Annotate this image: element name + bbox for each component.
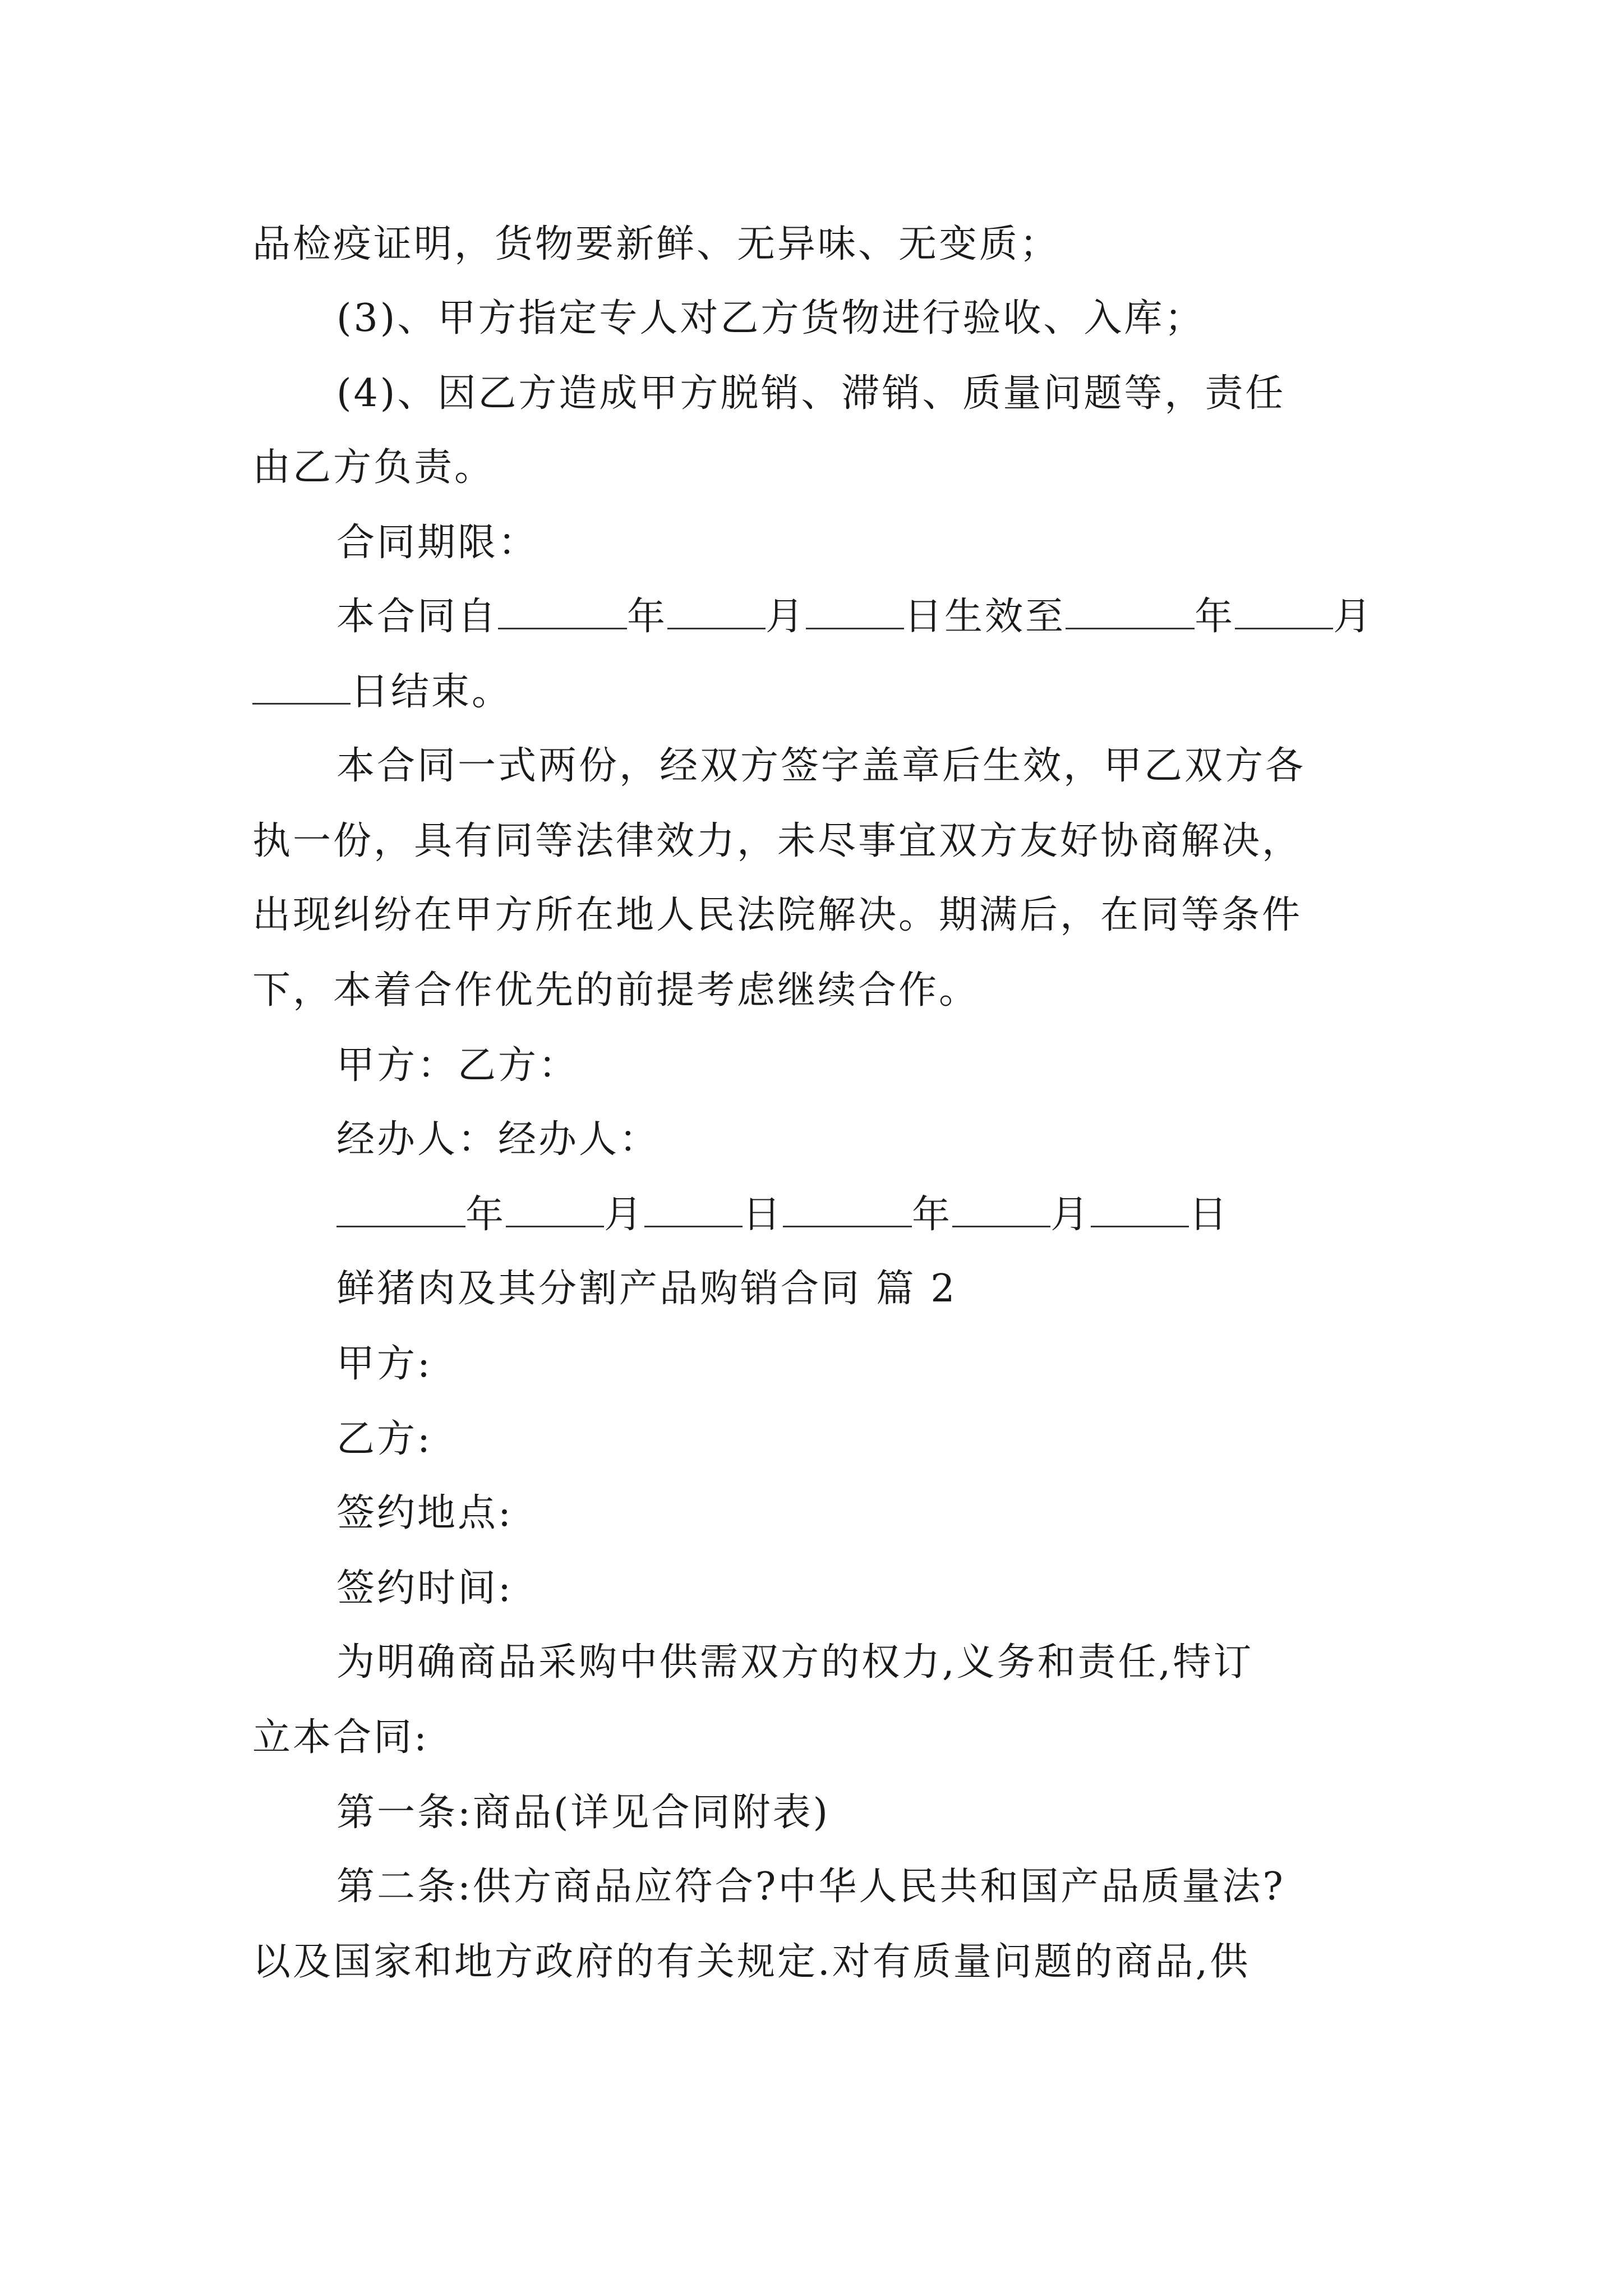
blank-field [1091,1192,1189,1227]
paragraph-line: 品检疫证明，货物要新鲜、无异味、无变质； [252,222,1061,266]
section-heading-term: 合同期限： [336,521,539,565]
blank-field [1066,594,1195,629]
term-month: 月 [766,595,806,639]
date-month: 月 [604,1193,645,1237]
paragraph-line: 立本合同: [252,1715,429,1760]
clause-3: (3)、甲方指定专人对乙方货物进行验收、入库； [336,296,1205,341]
blank-field [783,1192,912,1227]
article-2: 第二条:供方商品应符合?中华人民共和国产品质量法? [336,1865,1285,1909]
blank-field [644,1192,743,1227]
blank-field [1235,594,1333,629]
paragraph-line: 下，本着合作优先的前提考虑继续合作。 [252,968,980,1013]
paragraph-line: 由乙方负责。 [252,445,495,490]
term-effective: 日生效至 [904,595,1066,639]
term-year2: 年 [1195,595,1235,639]
term-end-line [252,666,1385,718]
paragraph-line: 出现纠纷在甲方所在地人民法院解决。期满后，在同等条件 [252,893,1303,937]
paragraph-line: 为明确商品采购中供需双方的权力,义务和责任,特订 [336,1640,1254,1685]
clause-4: (4)、因乙方造成甲方脱销、滞销、质量问题等，责任 [336,371,1286,416]
term-prefix: 本合同自 [336,595,499,639]
term-year: 年 [627,595,668,639]
blank-field [506,1192,604,1227]
paragraph-line: 本合同一式两份，经双方签字盖章后生效，甲乙双方各 [336,744,1306,788]
term-month2: 月 [1333,595,1374,639]
paragraph-line: 以及国家和地方政府的有关规定.对有质量问题的商品,供 [252,1940,1251,1984]
blank-field [498,594,627,629]
party-b-line: 乙方: [336,1417,432,1461]
blank-field [252,669,351,705]
date-year: 年 [465,1193,506,1237]
blank-field [667,594,766,629]
blank-field [806,594,904,629]
party-a-line: 甲方: [336,1342,432,1386]
signature-date-line [336,1189,1469,1241]
article-1: 第一条:商品(详见合同附表) [336,1791,830,1835]
term-end: 日结束。 [351,670,513,714]
signing-time-line: 签约时间: [336,1566,513,1611]
blank-field [336,1192,465,1227]
agent-line: 经办人：经办人： [336,1117,660,1162]
contract-title: 鲜猪肉及其分割产品购销合同 篇 2 [336,1267,957,1311]
date-month2: 月 [1050,1193,1091,1237]
party-line: 甲方：乙方： [336,1043,579,1088]
paragraph-line: 执一份，具有同等法律效力，未尽事宜双方友好协商解决， [252,819,1303,863]
term-line [336,591,1469,643]
date-day: 日 [743,1193,783,1237]
date-year2: 年 [912,1193,953,1237]
blank-field [952,1192,1050,1227]
date-day2: 日 [1189,1193,1230,1237]
signing-place-line: 签约地点: [336,1491,513,1535]
